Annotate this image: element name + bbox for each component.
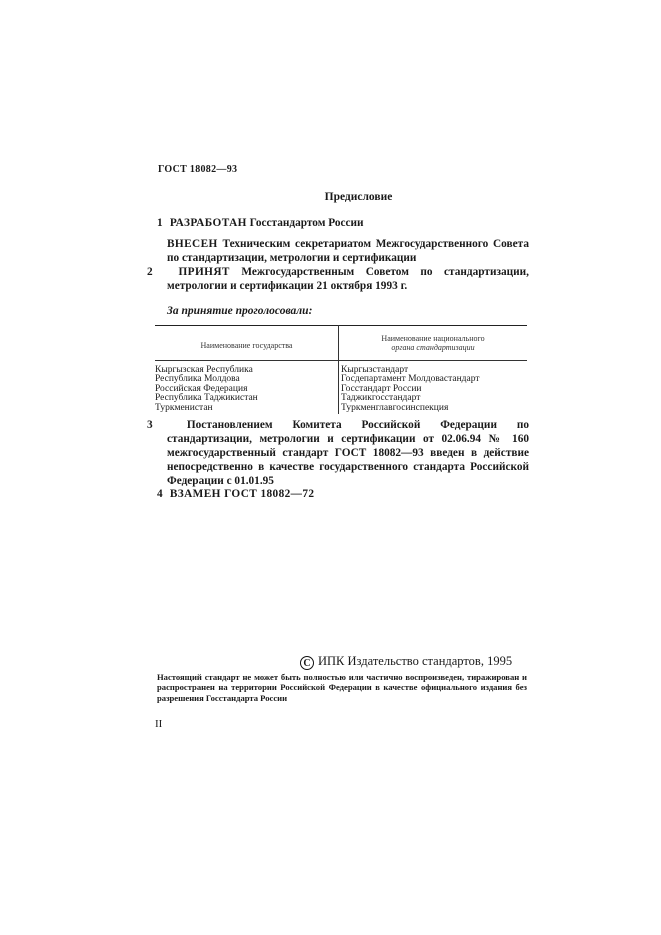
copyright-line xyxy=(300,654,512,670)
item-2-text: Межгосударственным Советом по стандартизации, метрологии и сертификации 21 октября 1993 г. xyxy=(167,266,529,292)
table-cell-body: Госдепартамент Молдовастандарт xyxy=(341,374,480,385)
item-3-text: Постановлением Комитета Российской Федерации по стандартизации, метрологии и сертификации от 02.06.94 № 160 межгосударственный стандарт ГОСТ 18082—93 введен в действие непосредственно в качестве государственного стандарта Российской Федерации с 01.01.95 xyxy=(167,419,529,487)
reproduction-notice: Настоящий стандарт не может быть полностью или частично воспроизведен, тиражирован и распространен на территории Российской Федерации в качестве официального издания без разрешения Госстандарта России xyxy=(157,672,527,703)
copyright-icon: C xyxy=(300,656,314,670)
table-top-rule xyxy=(155,325,527,326)
item-4-text: ВЗАМЕН ГОСТ 18082—72 xyxy=(169,488,315,500)
document-code-header: ГОСТ 18082—93 xyxy=(158,164,238,175)
item-2-number: 2 xyxy=(147,266,153,278)
item-introduced-text: Техническим секретариатом Межгосударственного Совета по стандартизации, метрологии и сертификации xyxy=(167,238,529,264)
item-1-keyword: РАЗРАБОТАН xyxy=(169,217,247,229)
table-cell-state: Республика Таджикистан xyxy=(155,393,258,404)
item-4 xyxy=(157,487,529,501)
item-1-number: 1 xyxy=(157,217,163,229)
table-header-body-line1: Наименование национального xyxy=(381,334,485,343)
item-1-text: Госстандартом России xyxy=(249,217,364,229)
table-cell-state: Кыргызская Республика xyxy=(155,365,253,375)
copyright-text: ИПК Издательство стандартов, 1995 xyxy=(318,654,513,668)
table-cell-body: Туркменглавгосинспекция xyxy=(341,402,449,413)
item-2-keyword: ПРИНЯТ xyxy=(178,266,230,278)
table-header-body-line2: органа стандартизации xyxy=(391,343,475,352)
item-1 xyxy=(157,216,529,230)
table-cell-body: Кыргызстандарт xyxy=(341,365,409,375)
table-cell-state: Республика Молдова xyxy=(155,374,240,385)
item-introduced-keyword: ВНЕСЕН xyxy=(167,238,218,250)
item-3-number: 3 xyxy=(147,419,153,431)
table-cell-body: Госстандарт России xyxy=(341,383,422,394)
section-title: Предисловие xyxy=(324,191,393,203)
table-cell-body: Таджикгосстандарт xyxy=(341,393,421,404)
page-number: II xyxy=(155,718,163,730)
table-cell-state: Российская Федерация xyxy=(155,383,248,394)
item-2 xyxy=(147,265,529,293)
table-header-body xyxy=(339,334,527,352)
table-col-body xyxy=(341,366,527,413)
table-col-state xyxy=(155,366,335,413)
item-introduced xyxy=(167,237,529,265)
table-header-rule xyxy=(155,360,527,361)
item-4-number: 4 xyxy=(157,488,163,500)
item-3 xyxy=(147,418,529,488)
table-cell-state: Туркменистан xyxy=(155,402,213,413)
vote-label: За принятие проголосовали: xyxy=(167,305,313,317)
table-header-state: Наименование государства xyxy=(200,341,293,350)
